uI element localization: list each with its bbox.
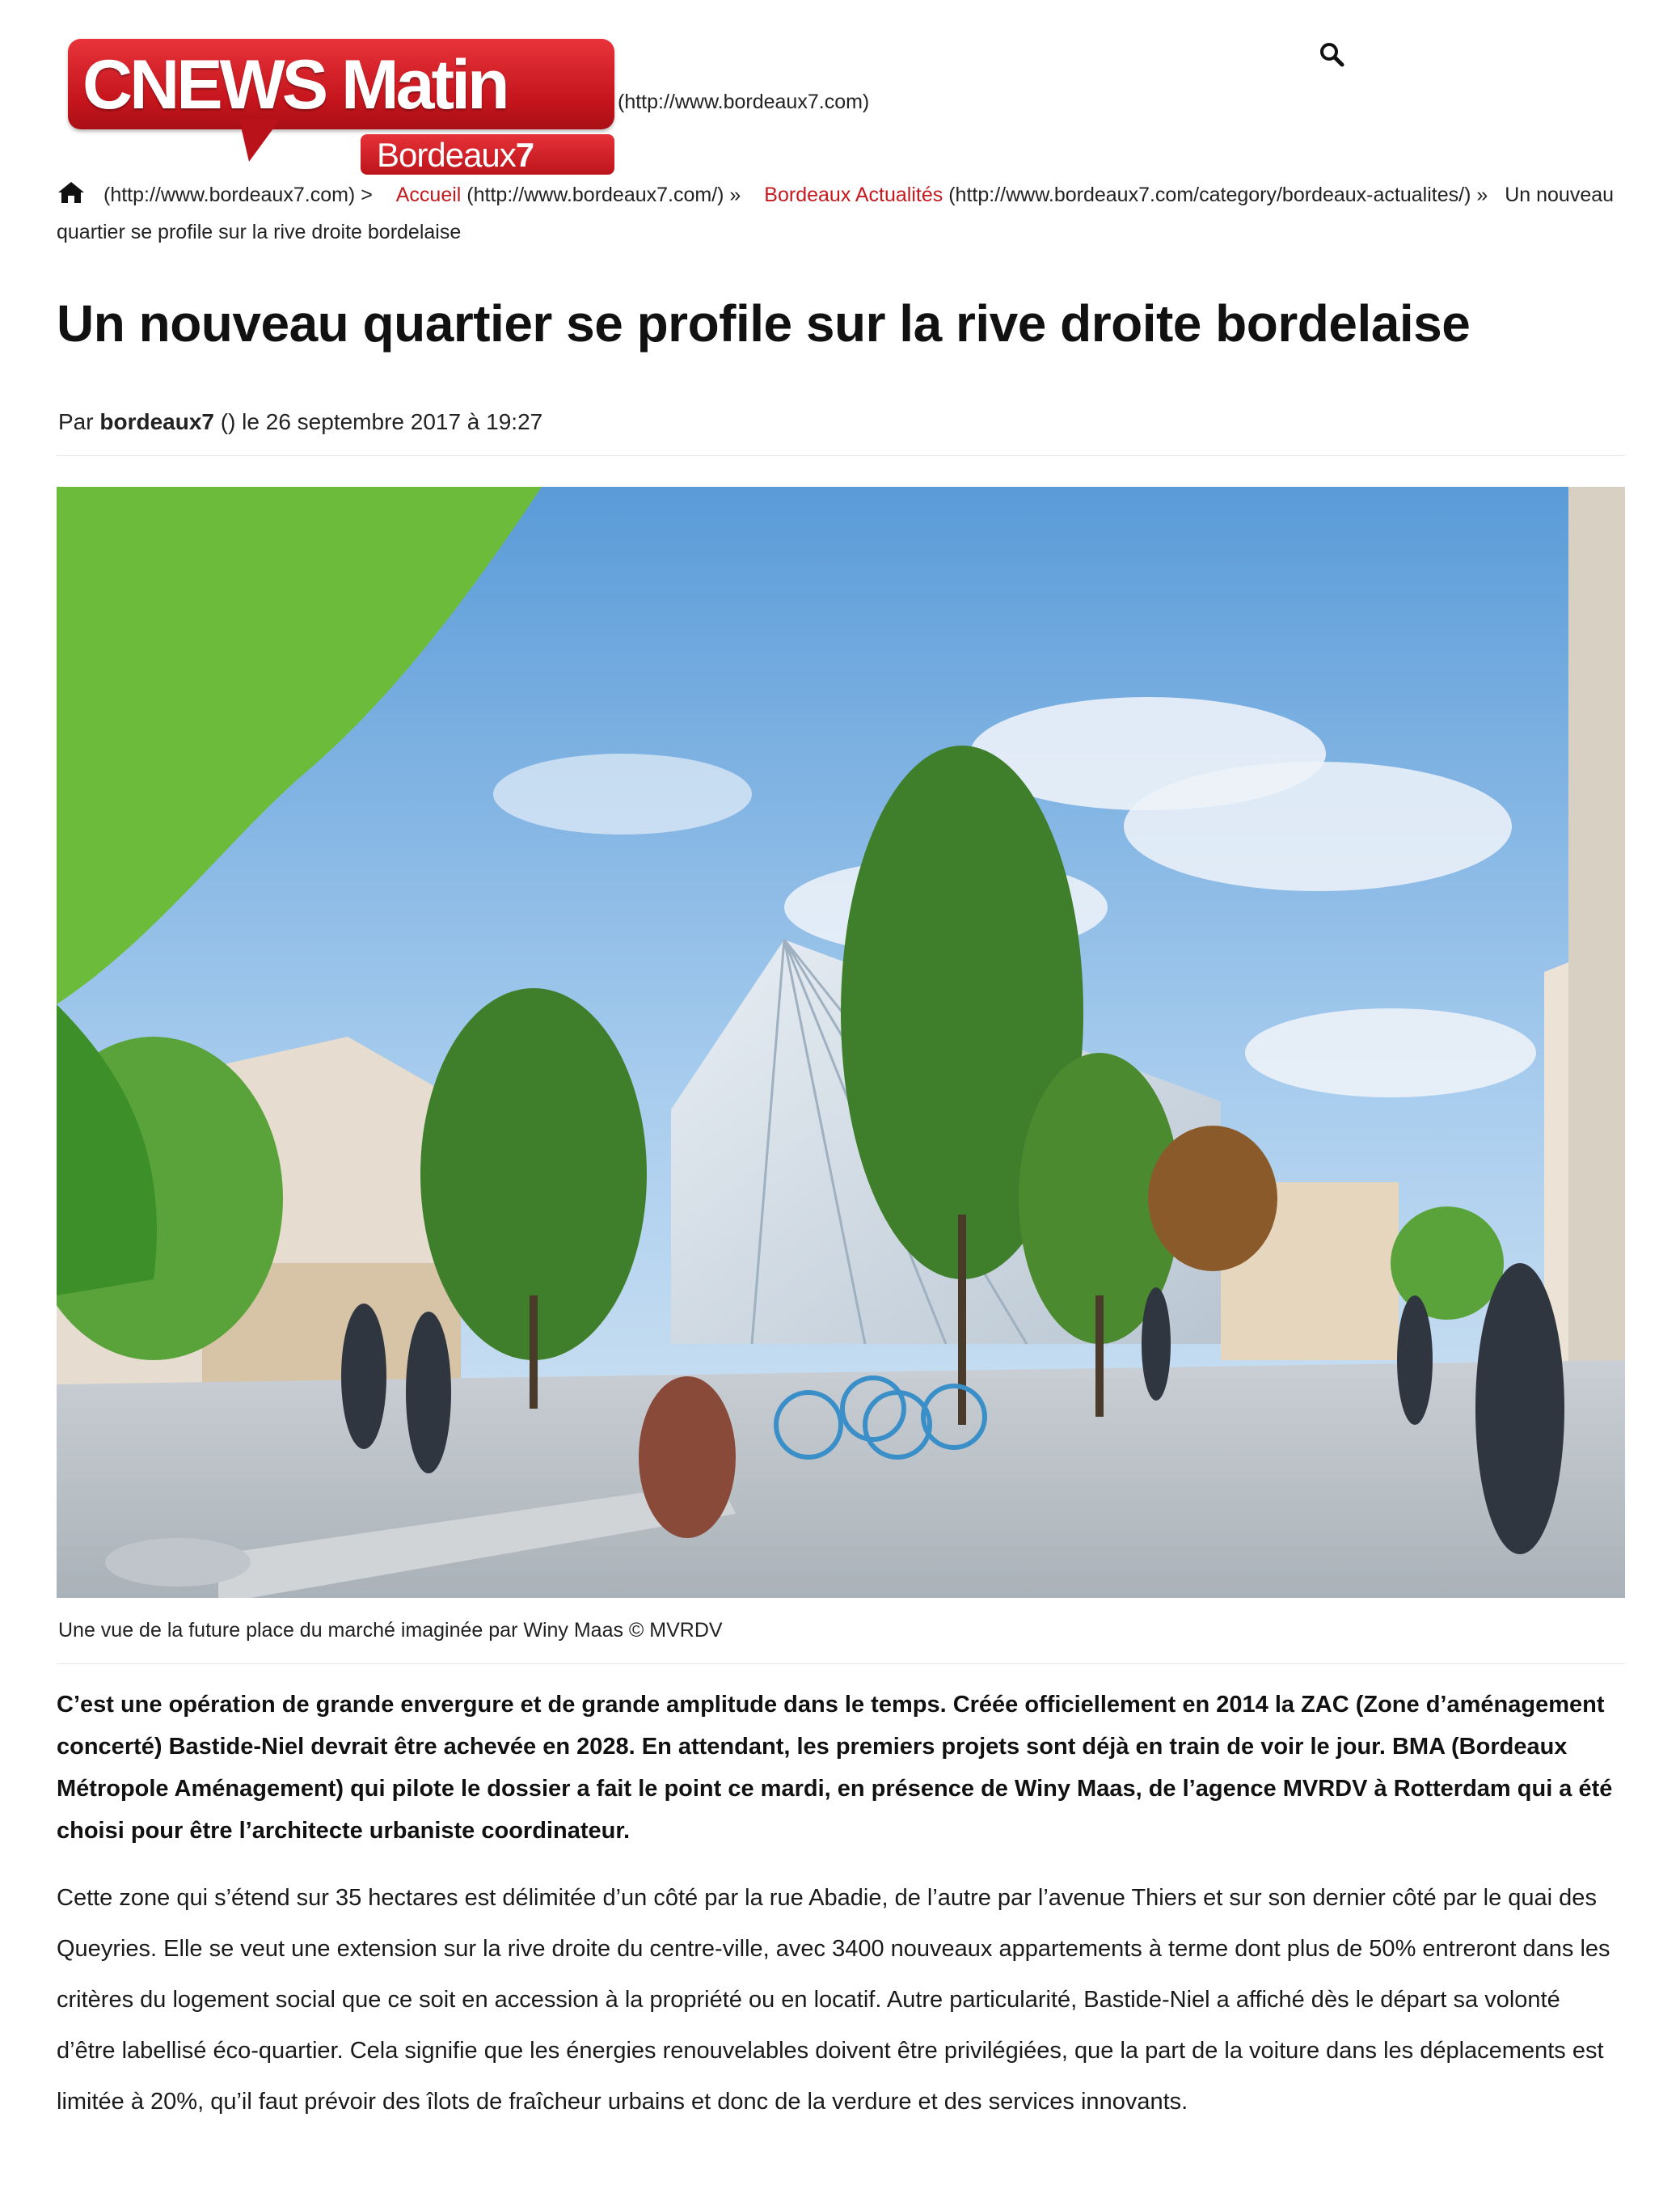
breadcrumb-actualites-link[interactable]: Bordeaux Actualités <box>764 184 943 206</box>
site-logo[interactable] <box>68 39 614 176</box>
breadcrumb-accueil-link[interactable]: Accueil <box>395 184 462 206</box>
article-byline <box>58 409 542 435</box>
logo-url[interactable]: (http://www.bordeaux7.com) <box>618 91 870 113</box>
search-icon[interactable] <box>1318 40 1345 68</box>
byline-prefix: Par <box>58 409 94 434</box>
logo-speech-tail <box>239 120 280 162</box>
divider <box>57 1663 1625 1664</box>
article-title: Un nouveau quartier se profile sur la rive droite bordelaise <box>57 294 1471 353</box>
byline-date: () le 26 septembre 2017 à 19:27 <box>220 409 543 434</box>
logo-city-badge <box>361 134 614 175</box>
logo-main-text: CNEWS Matin <box>82 46 507 124</box>
byline-author[interactable]: bordeaux7 <box>99 409 214 434</box>
breadcrumb-current: Un nouveau quartier se profile sur la rive droite bordelaise <box>57 184 1615 243</box>
logo-city-number: 7 <box>515 136 534 174</box>
article-hero-image <box>57 487 1625 1598</box>
image-caption: Une vue de la future place du marché imaginée par Winy Maas © MVRDV <box>58 1619 723 1642</box>
article-lead: C’est une opération de grande envergure et de grande amplitude dans le temps. Créée officiellement en 2014 la ZAC (Zone d’aménagement concerté) Bastide-Niel devrait être achevée en 2028. En attendant, les premiers projets sont déjà en train de voir le jour. BMA (Bordeaux Métropole Aménagement) qui pilote le dossier a fait le point ce mardi, en présence de Winy Maas, de l’agence MVRDV à Rotterdam qui a été choisi pour être l’architecte urbaniste coordinateur. <box>57 1692 1613 1844</box>
logo-city-text: Bordeaux <box>377 136 516 174</box>
breadcrumb-accueil-url[interactable]: (http://www.bordeaux7.com/) » <box>466 184 741 206</box>
logo-banner <box>68 39 614 129</box>
home-icon[interactable] <box>57 180 86 205</box>
breadcrumb-home-url[interactable]: (http://www.bordeaux7.com) > <box>103 184 373 206</box>
divider <box>57 455 1625 456</box>
breadcrumb-actualites-url[interactable]: (http://www.bordeaux7.com/category/bordeaux-actualites/) » <box>948 184 1488 206</box>
article-paragraph: Cette zone qui s’étend sur 35 hectares est délimitée d’un côté par la rue Abadie, de l’autre par l’avenue Thiers et sur son dernier côté par le quai des Queyries. Elle se veut une extension sur la rive droite du centre-ville, avec 3400 nouveaux appartements à terme dont plus de 50% entreront dans les critères du logement social que ce soit en accession à la propriété ou en locatif. Autre particularité, Bastide-Niel a affiché dès le départ sa volonté d’être labellisé éco-quartier. Cela signifie que les énergies renouvelables doivent être privilégiées, que la part de la voiture dans les déplacements est limitée à 20%, qu’il faut prévoir des îlots de fraîcheur urbains et donc de la verdure et des services innovants. <box>57 1885 1610 2115</box>
breadcrumb <box>57 176 1641 251</box>
